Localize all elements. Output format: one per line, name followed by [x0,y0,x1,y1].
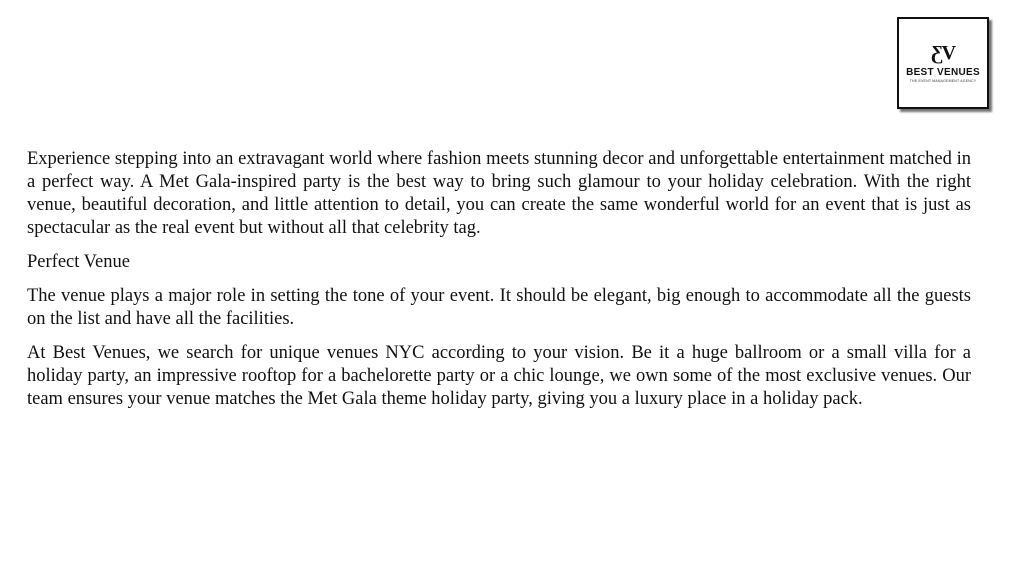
logo-name: BEST VENUES [906,67,980,78]
logo-monogram: ƸV [930,42,956,64]
article-body [27,148,971,422]
best-venues-logo [897,17,989,109]
intro-paragraph: Experience stepping into an extravagant world where fashion meets stunning decor and unforgettable entertainment matched in a perfect way. A Met Gala-inspired party is the best way to bring such glamour to your holiday celebration. With the right venue, beautiful decoration, and little attention to detail, you can create the same wonderful world for an event that is just as spectacular as the real event but without all that celebrity tag. [27,149,971,238]
section-heading-perfect-venue: Perfect Venue [27,252,130,272]
venue-paragraph: The venue plays a major role in setting the tone of your event. It should be elegant, big enough to accommodate all the guests on the list and have all the facilities. [27,286,971,329]
best-venues-paragraph: At Best Venues, we search for unique venues NYC according to your vision. Be it a huge ballroom or a small villa for a holiday party, an impressive rooftop for a bachelorette party or a chic lounge, we own some of the most exclusive venues. Our team ensures your venue matches the Met Gala theme holiday party, giving you a luxury place in a holiday pack. [27,343,971,409]
logo-tagline: THE EVENT MANAGEMENT AGENCY [909,79,977,83]
